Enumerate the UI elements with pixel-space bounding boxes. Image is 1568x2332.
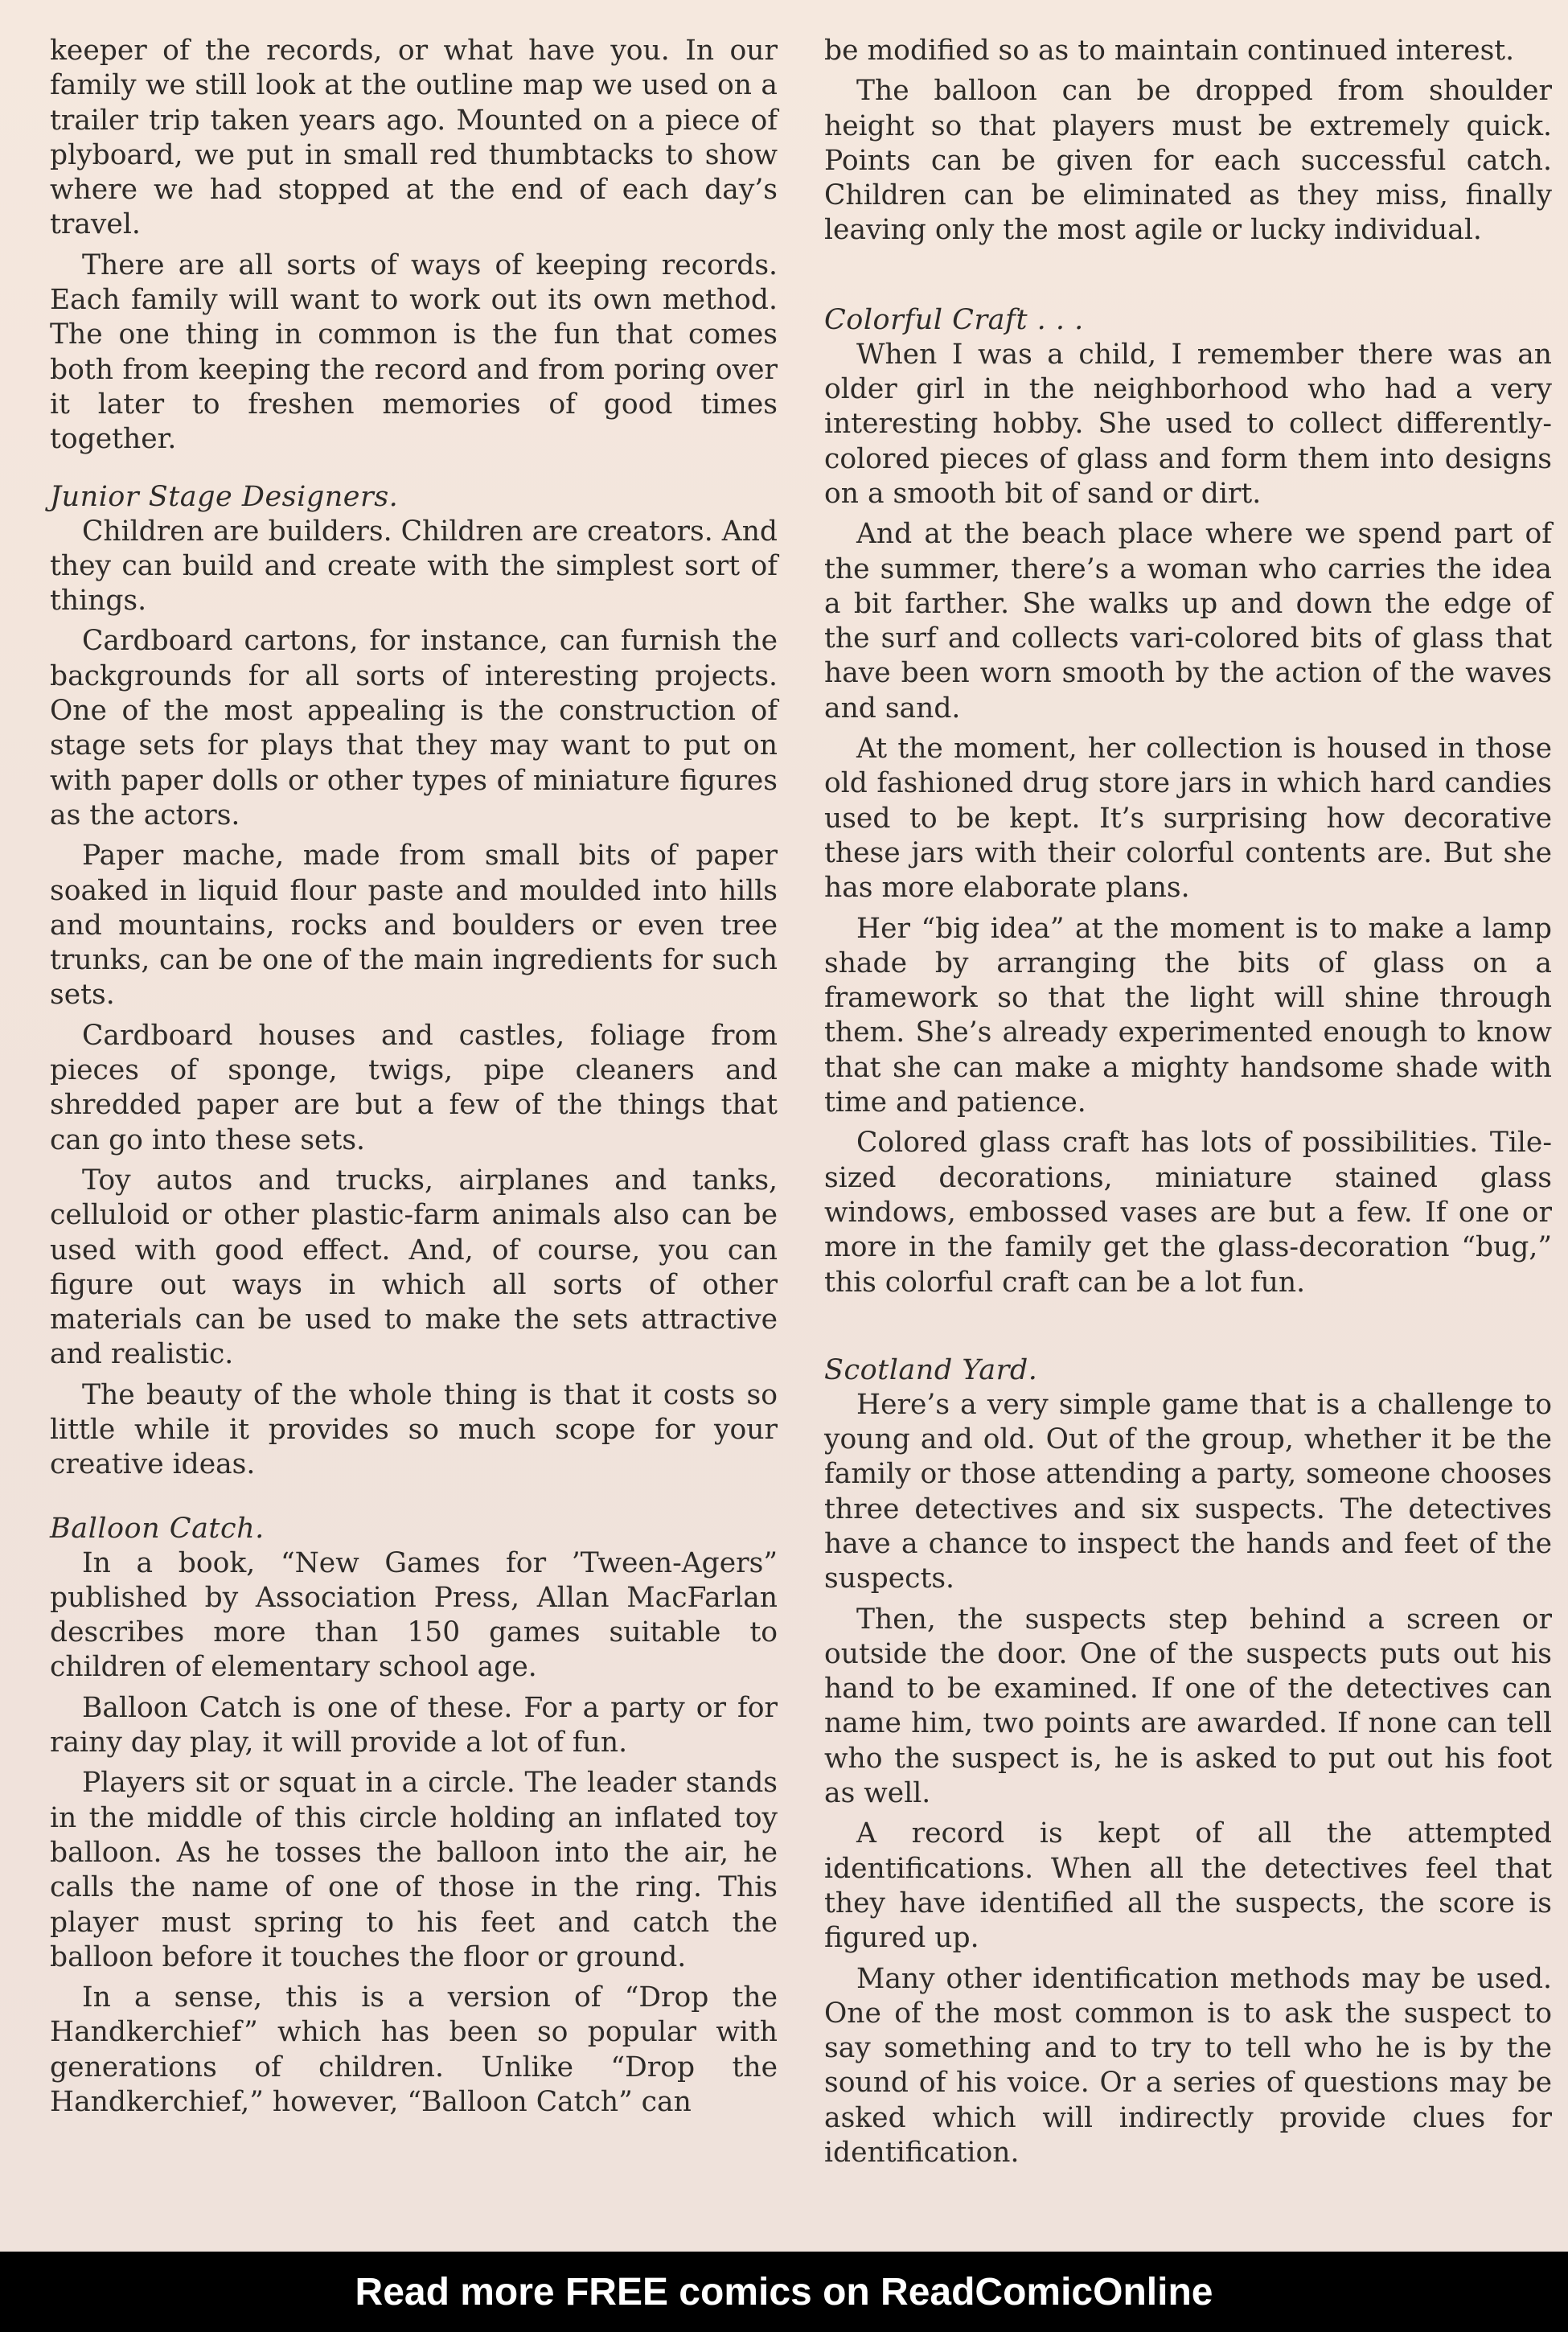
left-column <box>50 34 778 2125</box>
body-paragraph: Cardboard cartons, for instance, can furnish the backgrounds for all sorts of interesting projects. One of the most appealing is the construction of stage sets for plays that they may want to put on with paper dolls or other types of miniature figures as the actors. <box>50 625 778 831</box>
body-paragraph: Here’s a very simple game that is a challenge to young and old. Out of the group, whether it be the family or those attending a party, someone chooses three detectives and six suspects. The detectives have a chance to inspect the hands and feet of the suspects. <box>824 1388 1552 1595</box>
body-paragraph: There are all sorts of ways of keeping records. Each family will want to work out its own method. The one thing in common is the fun that comes both from keeping the record and from poring over it later to freshen memories of good times together. <box>50 248 778 456</box>
body-paragraph: The beauty of the whole thing is that it costs so little while it provides so much scope for your creative ideas. <box>50 1378 778 1481</box>
section-heading: Scotland Yard. <box>824 1353 1038 1386</box>
body-paragraph: be modified so as to maintain continued interest. <box>824 35 1515 67</box>
section-heading: Balloon Catch. <box>50 1512 265 1545</box>
body-paragraph: Colored glass craft has lots of possibilities. Tile-sized decorations, miniature stained glass windows, embossed vases are but a few. If one or more in the family get the glass-decoration “bug,” this colorful craft can be a lot fun. <box>824 1127 1552 1299</box>
body-paragraph: Children are builders. Children are creators. And they can build and create with the simplest sort of things. <box>50 515 778 618</box>
body-paragraph: Balloon Catch is one of these. For a party or for rainy day play, it will provide a lot of fun. <box>50 1691 778 1759</box>
body-paragraph: Players sit or squat in a circle. The leader stands in the middle of this circle holding an inflated toy balloon. As he tosses the balloon into the air, he calls the name of one of those in the ring. This player must spring to his feet and catch the balloon before it touches the floor or ground. <box>50 1767 778 1973</box>
right-column <box>824 34 1552 2176</box>
body-paragraph: Toy autos and trucks, airplanes and tanks, celluloid or other plastic-farm animals also can be used with good effect. And, of course, you can figure out ways in which all sorts of other materials can be used to make the sets attractive and realistic. <box>50 1164 778 1371</box>
body-paragraph: The balloon can be dropped from shoulder height so that players must be extremely quick. Points can be given for each successful catch. Children can be eliminated as they miss, finally leaving only the most agile or lucky individual. <box>824 75 1552 247</box>
body-paragraph: A record is kept of all the attempted identifications. When all the detectives feel that they have identified all the suspects, the score is figured up. <box>824 1817 1552 1955</box>
body-paragraph: Many other identification methods may be used. One of the most common is to ask the suspect to say something and to try to tell who he is by the sound of his voice. Or a series of questions may be asked which will indirectly provide clues for identification. <box>824 1962 1552 2170</box>
section-heading: Junior Stage Designers. <box>50 480 399 513</box>
body-paragraph: And at the beach place where we spend part of the summer, there’s a woman who carries the idea a bit farther. She walks up and down the edge of the surf and collects vari-colored bits of glass that have been worn smooth by the action of the waves and sand. <box>824 518 1552 725</box>
section-heading: Colorful Craft . . . <box>824 303 1084 336</box>
promo-banner-text[interactable]: Read more FREE comics on ReadComicOnline <box>355 2270 1213 2314</box>
body-paragraph: Her “big idea” at the moment is to make a lamp shade by arranging the bits of glass on a framework so that the light will shine through them. She’s already experimented enough to know that she can make a mighty handsome shade with time and patience. <box>824 912 1552 1119</box>
body-paragraph: Cardboard houses and castles, foliage from pieces of sponge, twigs, pipe cleaners and shredded paper are but a few of the things that can go into these sets. <box>50 1019 778 1156</box>
body-paragraph: In a sense, this is a version of “Drop the Handkerchief” which has been so popular with generations of children. Unlike “Drop the Handkerchief,” however, “Balloon Catch” can <box>50 1981 778 2119</box>
body-paragraph: At the moment, her collection is housed in those old fashioned drug store jars in which hard candies used to be kept. It’s surprising how decorative these jars with their colorful contents are. But she has more elaborate plans. <box>824 733 1552 905</box>
body-paragraph: Paper mache, made from small bits of paper soaked in liquid flour paste and moulded into hills and mountains, rocks and boulders or even tree trunks, can be one of the main ingredients for such sets. <box>50 840 778 1012</box>
body-paragraph: When I was a child, I remember there was an older girl in the neighborhood who had a very interesting hobby. She used to collect differently-colored pieces of glass and form them into designs on a smooth bit of sand or dirt. <box>824 338 1552 510</box>
body-paragraph: keeper of the records, or what have you. In our family we still look at the outline map we used on a trailer trip taken years ago. Mounted on a piece of plyboard, we put in small red thumbtacks to show where we had stopped at the end of each day’s travel. <box>50 35 778 241</box>
body-paragraph: Then, the suspects step behind a screen or outside the door. One of the suspects puts out his hand to be examined. If one of the detectives can name him, two points are awarded. If none can tell who the suspect is, he is asked to put out his foot as well. <box>824 1603 1552 1810</box>
promo-banner[interactable] <box>0 2252 1568 2332</box>
body-paragraph: In a book, “New Games for ’Tween-Agers” published by Association Press, Allan MacFarlan describes more than 150 games suitable to children of elementary school age. <box>50 1546 778 1684</box>
